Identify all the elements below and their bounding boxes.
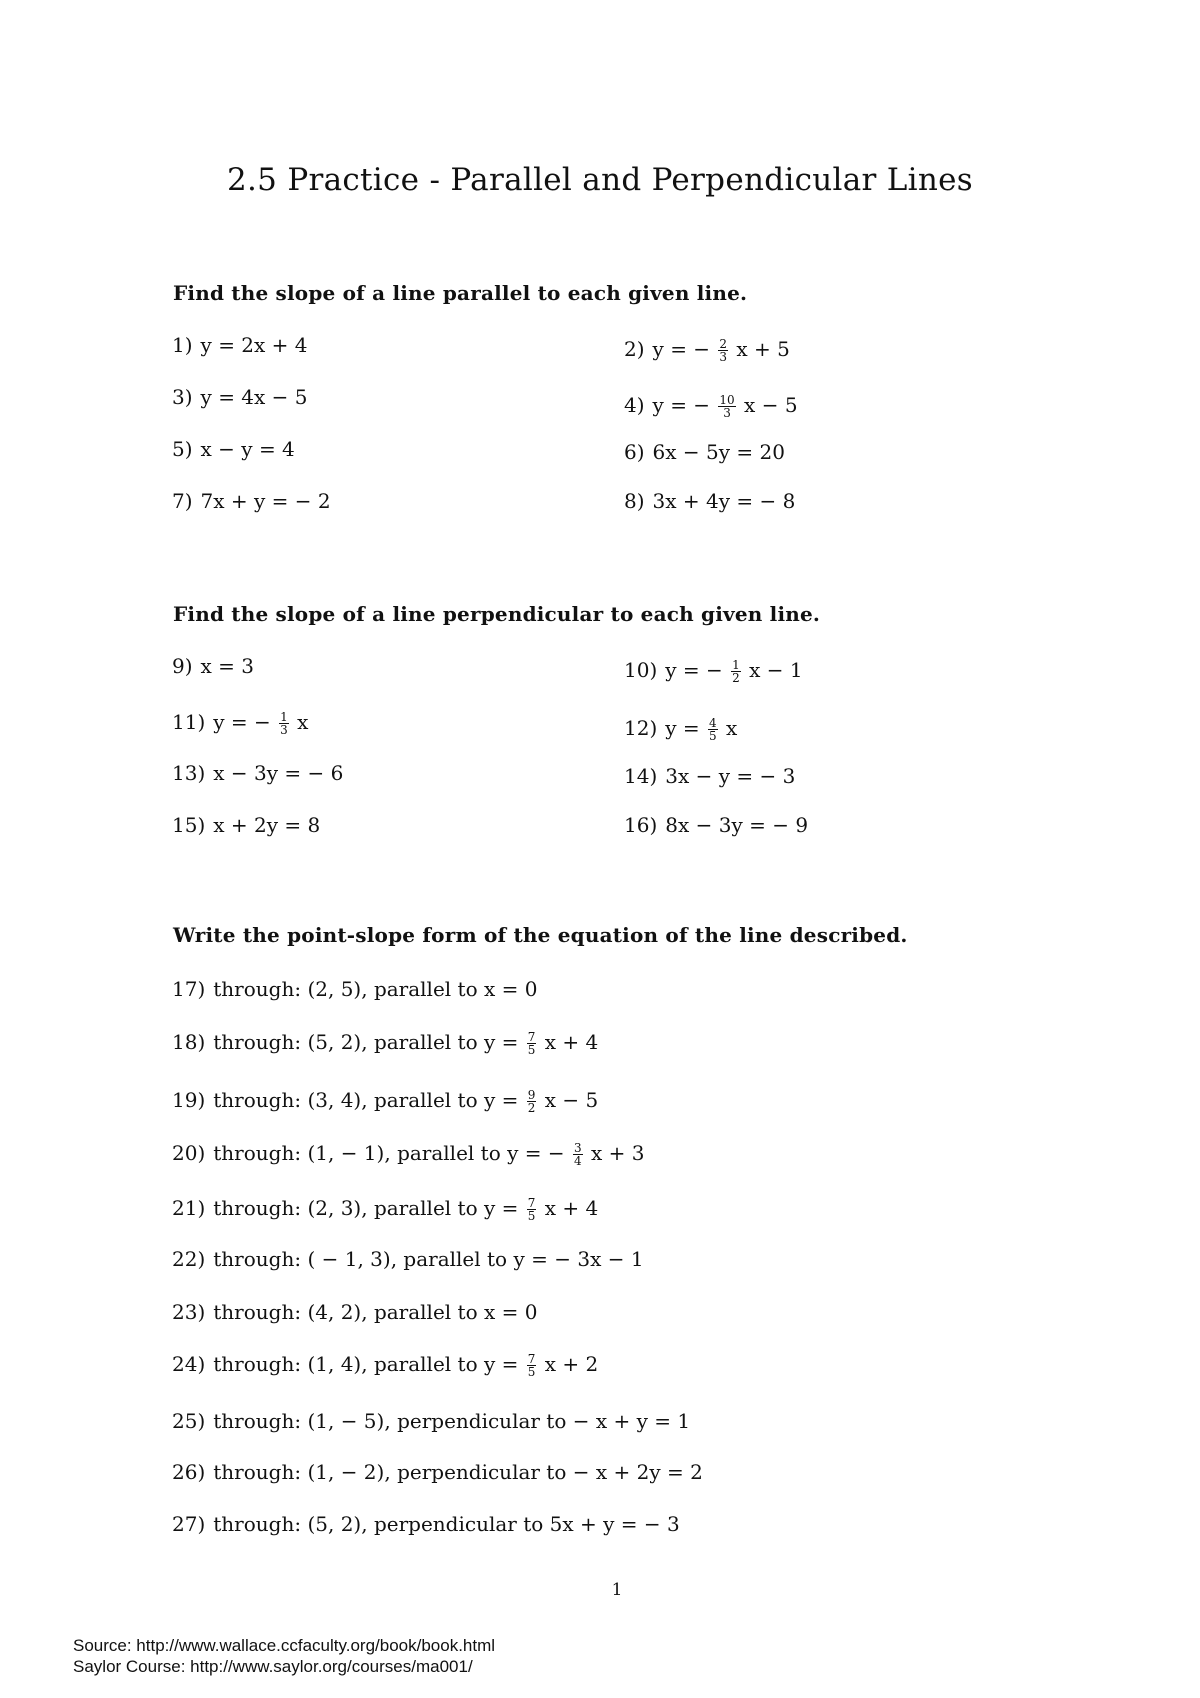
problem-18: 18) through: (5, 2), parallel to y = $\frac{7}{5}$ x + 4 bbox=[172, 1030, 599, 1057]
problem-22: 22) through: ( − 1, 3), parallel to y = − 3x − 1 bbox=[172, 1247, 644, 1271]
fraction: $\frac{1}{2}$ bbox=[732, 658, 740, 685]
fraction: $\frac{2}{3}$ bbox=[719, 337, 728, 364]
problem-1: 1) y = 2x + 4 bbox=[172, 333, 308, 357]
problem-15: 15) x + 2y = 8 bbox=[172, 813, 321, 837]
problem-26: 26) through: (1, − 2), perpendicular to − x + 2y = 2 bbox=[172, 1460, 703, 1484]
fraction: $\frac{3}{4}$ bbox=[573, 1141, 582, 1168]
problem-4: 4) y = − $\frac{10}{3}$ x − 5 bbox=[624, 393, 798, 420]
problem-9: 9) x = 3 bbox=[172, 654, 255, 678]
section-1-instruction: Find the slope of a line parallel to each given line. bbox=[173, 281, 748, 305]
footer-course: Saylor Course: http://www.saylor.org/courses/ma001/ bbox=[73, 1657, 473, 1676]
problem-16: 16) 8x − 3y = − 9 bbox=[624, 813, 809, 837]
section-2-instruction: Find the slope of a line perpendicular to each given line. bbox=[173, 602, 821, 626]
problem-7: 7) 7x + y = − 2 bbox=[172, 489, 331, 513]
footer-source: Source: http://www.wallace.ccfaculty.org/book/book.html bbox=[73, 1636, 496, 1655]
problem-10: 10) y = − $\frac{1}{2}$ x − 1 bbox=[624, 658, 803, 685]
fraction: $\frac{7}{5}$ bbox=[527, 1196, 536, 1223]
problem-11: 11) y = − $\frac{1}{3}$ x bbox=[172, 710, 309, 737]
section-3-instruction: Write the point-slope form of the equation of the line described. bbox=[173, 923, 908, 947]
problem-23: 23) through: (4, 2), parallel to x = 0 bbox=[172, 1300, 538, 1324]
problem-6: 6) 6x − 5y = 20 bbox=[624, 440, 785, 464]
problem-24: 24) through: (1, 4), parallel to y = $\frac{7}{5}$ x + 2 bbox=[172, 1352, 599, 1379]
problem-12: 12) y = $\frac{4}{5}$ x bbox=[624, 716, 738, 743]
page-number: 1 bbox=[611, 1580, 623, 1600]
problem-17: 17) through: (2, 5), parallel to x = 0 bbox=[172, 977, 538, 1001]
fraction: $\frac{10}{3}$ bbox=[719, 393, 735, 420]
problem-8: 8) 3x + 4y = − 8 bbox=[624, 489, 796, 513]
problem-14: 14) 3x − y = − 3 bbox=[624, 764, 796, 788]
page-title: 2.5 Practice - Parallel and Perpendicular Lines bbox=[226, 162, 974, 198]
problem-2: 2) y = − $\frac{2}{3}$ x + 5 bbox=[624, 337, 790, 364]
fraction: $\frac{1}{3}$ bbox=[280, 710, 288, 737]
fraction: $\frac{7}{5}$ bbox=[527, 1352, 536, 1379]
problem-20: 20) through: (1, − 1), parallel to y = − $\frac{3}{4}$ x + 3 bbox=[172, 1141, 645, 1168]
problem-3: 3) y = 4x − 5 bbox=[172, 385, 308, 409]
problem-25: 25) through: (1, − 5), perpendicular to − x + y = 1 bbox=[172, 1409, 691, 1433]
problem-21: 21) through: (2, 3), parallel to y = $\frac{7}{5}$ x + 4 bbox=[172, 1196, 599, 1223]
fraction: $\frac{4}{5}$ bbox=[709, 716, 717, 743]
fraction: $\frac{9}{2}$ bbox=[527, 1088, 536, 1115]
problem-27: 27) through: (5, 2), perpendicular to 5x + y = − 3 bbox=[172, 1512, 680, 1536]
problem-13: 13) x − 3y = − 6 bbox=[172, 761, 344, 785]
problem-5: 5) x − y = 4 bbox=[172, 437, 295, 461]
fraction: $\frac{7}{5}$ bbox=[527, 1030, 536, 1057]
problem-19: 19) through: (3, 4), parallel to y = $\frac{9}{2}$ x − 5 bbox=[172, 1088, 599, 1115]
